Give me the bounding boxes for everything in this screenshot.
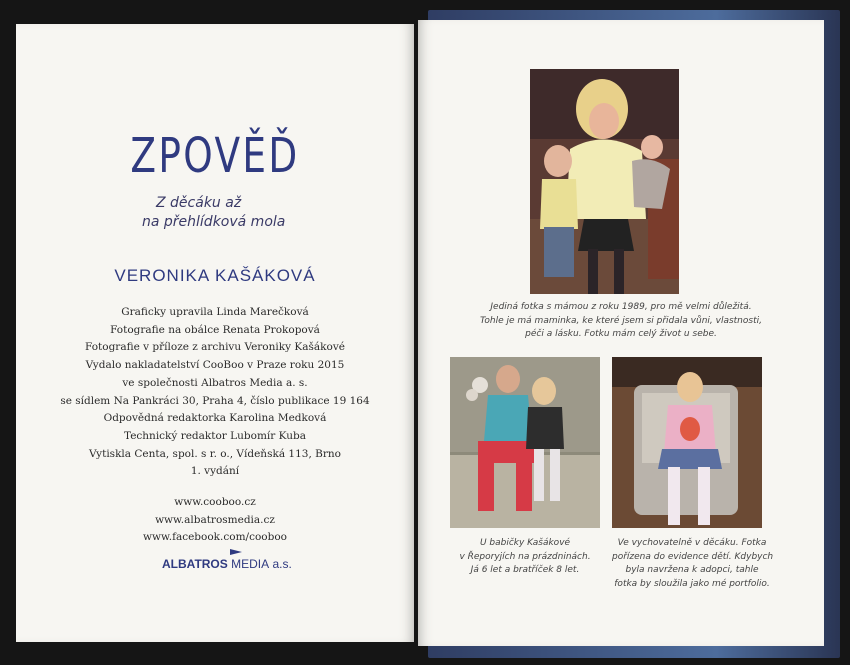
right-page xyxy=(418,20,824,646)
credit-line: 1. vydání xyxy=(190,465,240,478)
caption-left xyxy=(448,537,602,578)
photo-siblings xyxy=(450,357,600,528)
caption-line: byla navržena k adopci, tahle xyxy=(625,565,759,575)
caption-line: Tohle je má maminka, ke které jsem si přidala vůni, vlastnosti, xyxy=(480,315,762,326)
credit-line: Fotografie na obálce Renata Prokopová xyxy=(110,323,320,336)
credit-line: Vydalo nakladatelství CooBoo v Praze roku 2015 xyxy=(85,359,345,372)
logo-flag-icon xyxy=(230,549,242,555)
subtitle-line: na přehlídková mola xyxy=(142,214,286,230)
imprint-credits xyxy=(16,304,414,481)
publisher-links xyxy=(16,494,414,547)
caption-line: fotka by sloužila jako mé portfolio. xyxy=(614,578,770,589)
photo-girl-in-chair xyxy=(612,357,762,528)
credit-line: Graficky upravila Linda Marečková xyxy=(121,306,309,318)
caption-line: Ve vychovatelně v děcáku. Fotka xyxy=(617,538,767,548)
caption-line: Já 6 let a bratříček 8 let. xyxy=(470,565,580,575)
credit-line: Fotografie v příloze z archivu Veroniky Kašákové xyxy=(85,341,345,354)
caption-line: U babičky Kašákové xyxy=(479,538,571,548)
logo-media: MEDIA xyxy=(231,557,270,571)
logo-suffix: a.s. xyxy=(272,557,292,571)
logo-brand: ALBATROS xyxy=(162,557,228,571)
albatros-media-logo xyxy=(162,557,292,571)
subtitle-line: Z děcáku až xyxy=(156,195,242,211)
left-page xyxy=(16,24,414,642)
photo-mother-image xyxy=(530,69,679,294)
credit-line: se sídlem Na Pankráci 30, Praha 4, číslo publikace 19 164 xyxy=(60,394,370,407)
website-link: www.facebook.com/cooboo xyxy=(143,531,287,543)
credit-line: ve společnosti Albatros Media a. s. xyxy=(122,376,308,389)
website-link: www.cooboo.cz xyxy=(174,496,256,508)
caption-line: v Řeporyjích na prázdninách. xyxy=(459,551,591,562)
book-title: ZPOVĚĎ xyxy=(130,128,300,184)
author-name: VERONIKA KAŠÁKOVÁ xyxy=(114,266,316,285)
photo-mother-with-children xyxy=(530,69,679,294)
caption-top xyxy=(448,301,794,342)
credit-line: Technický redaktor Lubomír Kuba xyxy=(124,429,306,442)
caption-line: péči a lásku. Fotku mám celý život u sebe. xyxy=(525,329,717,339)
photo-siblings-image xyxy=(450,357,600,528)
credit-line: Vytiskla Centa, spol. s r. o., Vídeňská 113, Brno xyxy=(89,447,341,460)
photo-girl-image xyxy=(612,357,762,528)
caption-line: pořízena do evidence dětí. Kdybych xyxy=(612,551,774,562)
caption-line: Jediná fotka s mámou z roku 1989, pro mě velmi důležitá. xyxy=(490,302,752,312)
caption-right xyxy=(612,537,772,591)
credit-line: Odpovědná redaktorka Karolina Medková xyxy=(103,412,327,425)
book-subtitle xyxy=(142,194,336,232)
website-link: www.albatrosmedia.cz xyxy=(155,513,275,526)
